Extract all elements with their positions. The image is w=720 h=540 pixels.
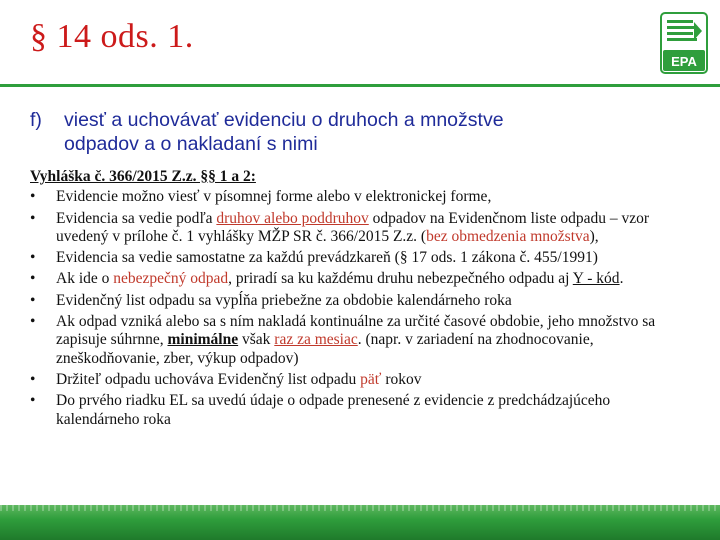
bullet-icon: •: [30, 270, 36, 288]
list-item: • Evidencia sa vedie samostatne za každú prevádzkareň (§ 17 ods. 1 zákona č. 455/1991): [30, 249, 598, 267]
regulation-heading: Vyhláška č. 366/2015 Z.z. §§ 1 a 2:: [30, 168, 256, 185]
list-item: • Ak odpad vzniká alebo sa s ním nakladá kontinuálne za určité časové obdobie, jeho množstvo sa zapisuje súhrnne, minimálne však raz za mesiac. (napr. v zariadení na zhodnocovanie, zneškodňovanie, zber, výkup odpadov): [30, 313, 656, 367]
bullet-icon: •: [30, 291, 36, 309]
list-item: • Držiteľ odpadu uchováva Evidenčný list odpadu päť rokov: [30, 370, 422, 388]
highlight-text: druhov alebo poddruhov: [216, 209, 369, 227]
highlight-text: nebezpečný odpad: [113, 270, 229, 288]
y-code-text: Y - kód: [572, 270, 620, 288]
bullet-icon: •: [30, 370, 36, 388]
subtitle-label: f): [30, 109, 42, 131]
list-item: • Evidenčný list odpadu sa vypĺňa priebežne za obdobie kalendárneho roka: [30, 291, 512, 309]
highlight-text: bez obmedzenia množstva: [426, 227, 590, 245]
subtitle: [30, 108, 690, 156]
logo-text: EPA: [671, 54, 697, 69]
highlight-text: päť: [360, 370, 382, 388]
title-divider: [0, 84, 720, 87]
bullet-list: [30, 188, 694, 429]
list-item: • Evidencia sa vedie podľa druhov alebo poddruhov odpadov na Evidenčnom liste odpadu – vzor uvedený v prílohe č. 1 vyhlášky MŽP SR č. 366/2015 Z.z. (bez obmedzenia množstva),: [30, 209, 649, 245]
content-body: [30, 168, 694, 432]
footer-band: [0, 505, 720, 540]
epa-logo-icon: [660, 12, 708, 74]
list-item: • Evidencie možno viesť v písomnej forme alebo v elektronickej forme,: [30, 188, 492, 206]
highlight-text: raz za mesiac: [274, 331, 358, 349]
bullet-icon: •: [30, 188, 36, 206]
emphasis-text: minimálne: [167, 331, 239, 349]
subtitle-line-1: viesť a uchovávať evidenciu o druhoch a množstve: [64, 109, 504, 131]
slide-title: § 14 ods. 1.: [30, 18, 194, 55]
bullet-icon: •: [30, 249, 36, 267]
bullet-icon: •: [30, 392, 36, 410]
bullet-icon: •: [30, 313, 36, 331]
bullet-icon: •: [30, 209, 36, 227]
list-item: • Do prvého riadku EL sa uvedú údaje o odpade prenesené z evidencie z predchádzajúceho kalendárneho roka: [30, 392, 611, 428]
list-item: • Ak ide o nebezpečný odpad, priradí sa ku každému druhu nebezpečného odpadu aj Y - kód.: [30, 270, 624, 288]
subtitle-line-2: odpadov a o nakladaní s nimi: [64, 133, 318, 155]
